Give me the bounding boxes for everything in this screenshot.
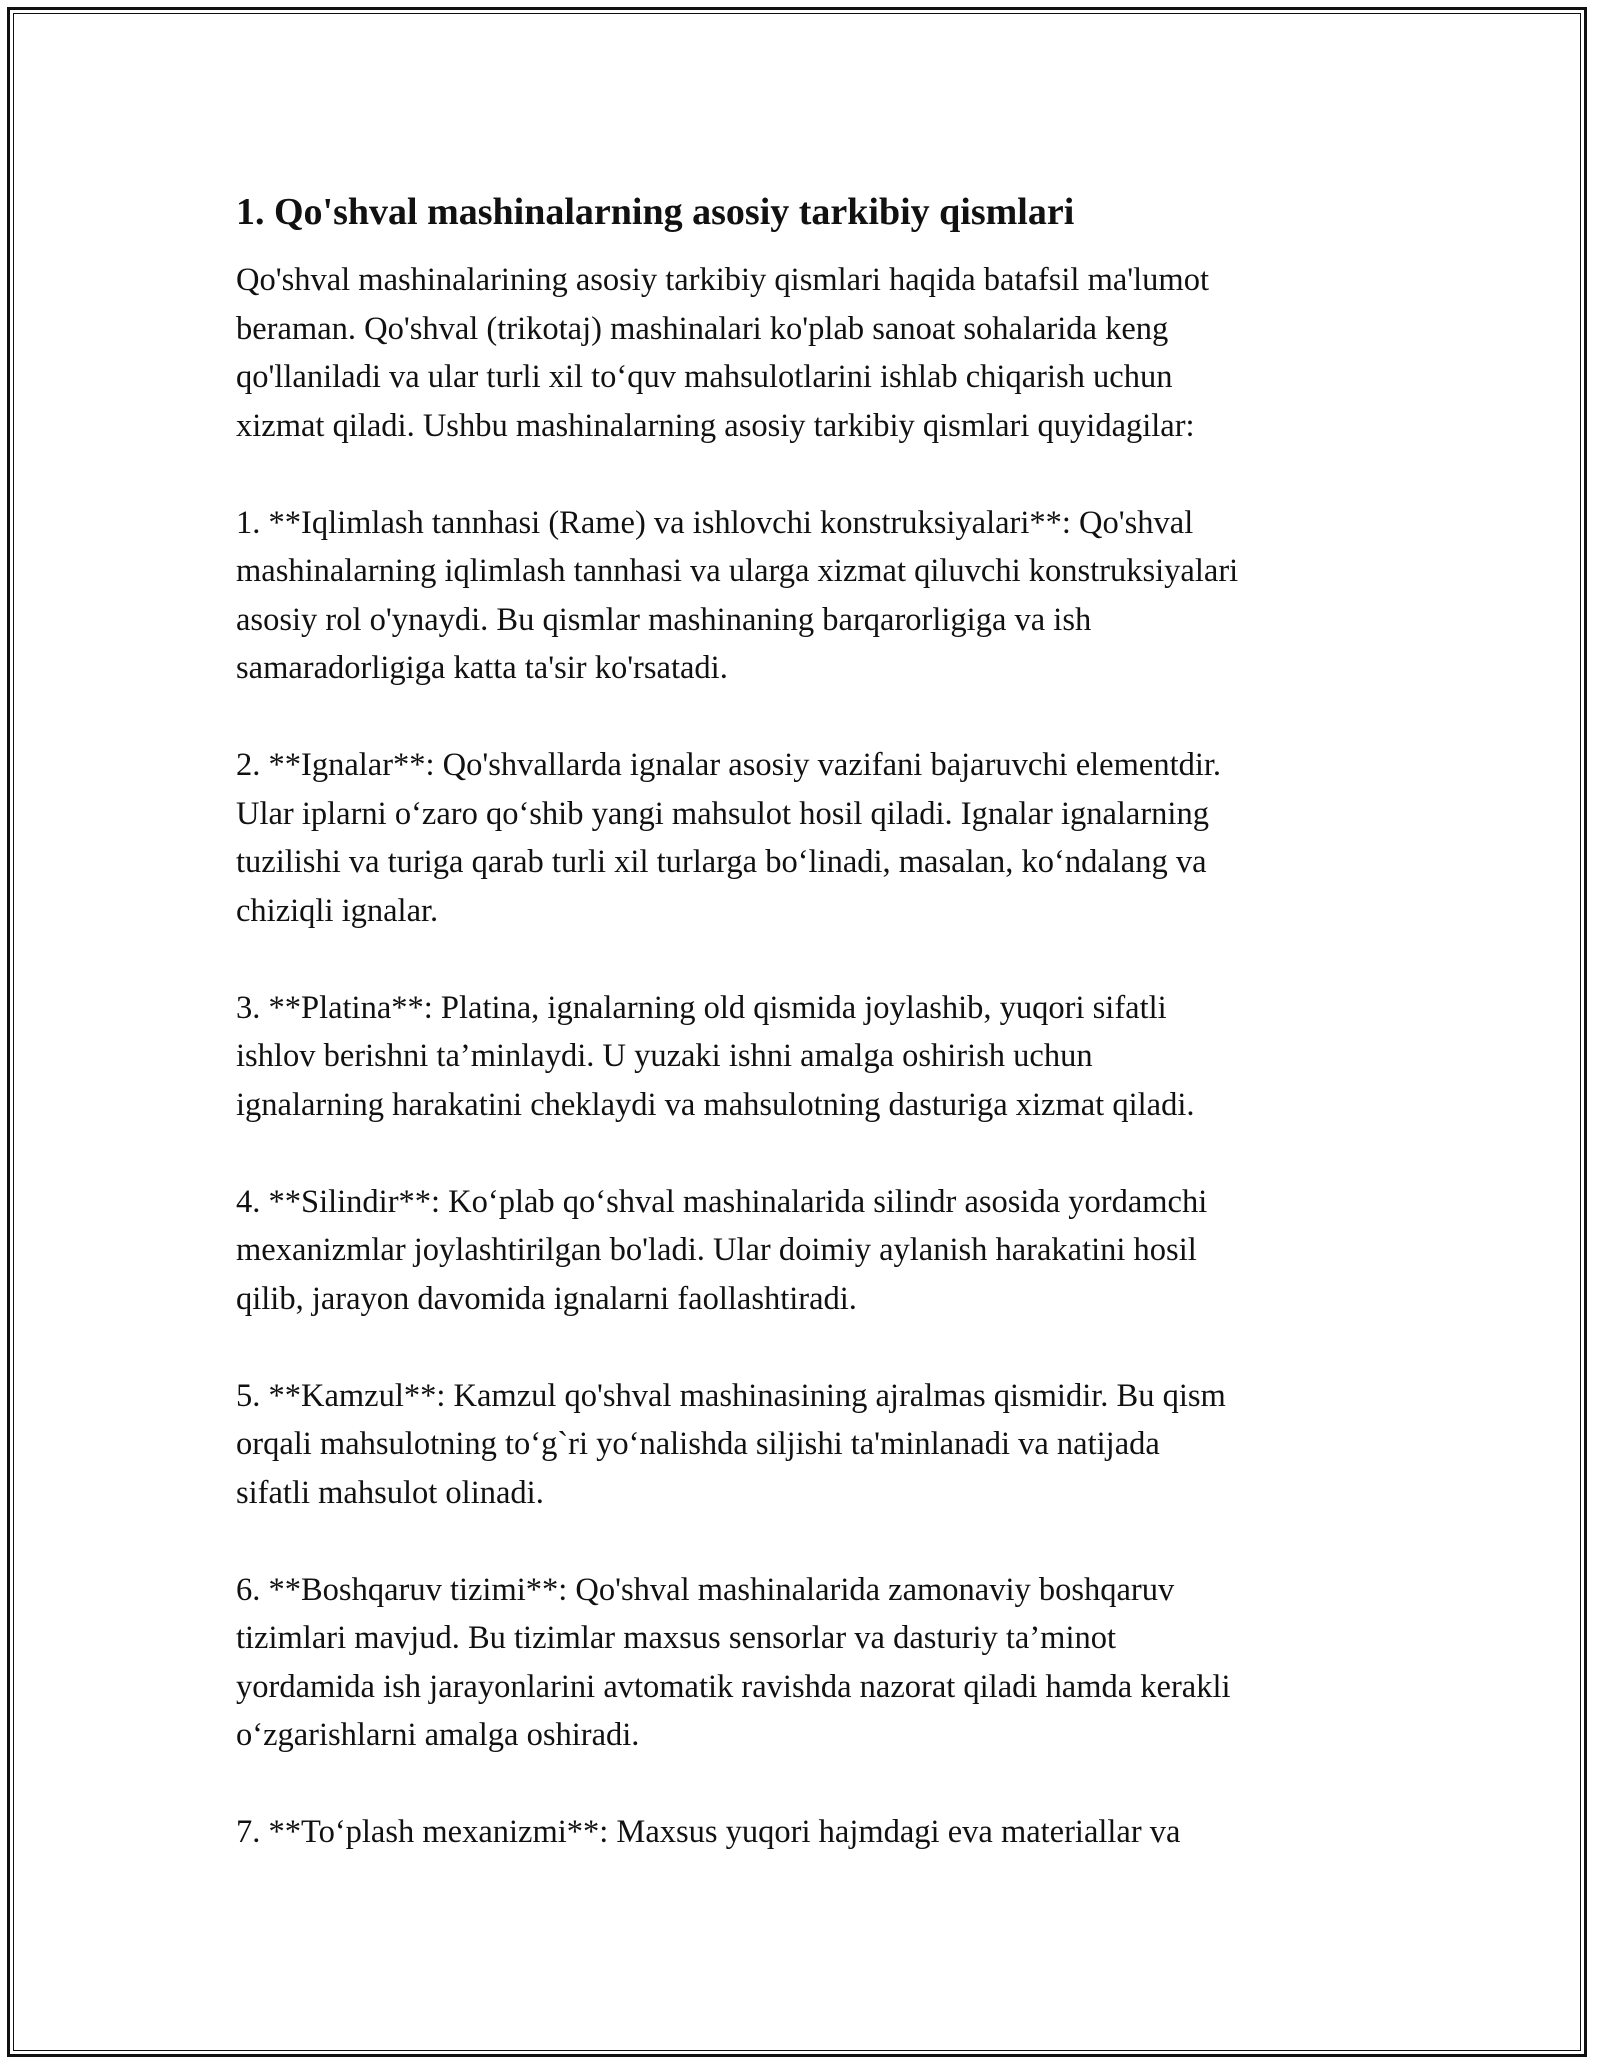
- document-title: 1. Qo'shval mashinalarning asosiy tarkibiy qismlari: [236, 191, 1075, 233]
- paragraph-line: orqali mahsulotning to‘g`ri yo‘nalishda siljishi ta'minlanadi va natijada: [236, 1426, 1160, 1462]
- document-body: [236, 188, 1396, 1905]
- list-item-4: [236, 1178, 1396, 1324]
- paragraph-line: 7. **To‘plash mexanizmi**: Maxsus yuqori hajmdagi eva materiallar va: [236, 1814, 1181, 1850]
- paragraph-line: qo'llaniladi va ular turli xil to‘quv mahsulotlarini ishlab chiqarish uchun: [236, 359, 1173, 395]
- paragraph-line: 6. **Boshqaruv tizimi**: Qo'shval mashinalarida zamonaviy boshqaruv: [236, 1571, 1175, 1608]
- paragraph-line: 4. **Silindir**: Ko‘plab qo‘shval mashinalarida silindr asosida yordamchi: [236, 1183, 1208, 1220]
- paragraph-line: asosiy rol o'ynaydi. Bu qismlar mashinaning barqarorligiga va ish: [236, 601, 1092, 638]
- intro-paragraph: [236, 256, 1396, 450]
- paragraph-line: o‘zgarishlarni amalga oshiradi.: [236, 1717, 640, 1753]
- paragraph-line: mashinalarning iqlimlash tannhasi va ularga xizmat qiluvchi konstruksiyalari: [236, 553, 1239, 589]
- list-item-5: [236, 1372, 1396, 1518]
- paragraph-line: qilib, jarayon davomida ignalarni faollashtiradi.: [236, 1280, 857, 1317]
- paragraph-line: ignalarning harakatini cheklaydi va mahsulotning dasturiga xizmat qiladi.: [236, 1086, 1195, 1123]
- paragraph-line: Ular iplarni o‘zaro qo‘shib yangi mahsulot hosil qiladi. Ignalar ignalarning: [236, 795, 1209, 832]
- paragraph-line: tuzilishi va turiga qarab turli xil turlarga bo‘linadi, masalan, ko‘ndalang va: [236, 844, 1207, 880]
- paragraph-line: Qo'shval mashinalarining asosiy tarkibiy qismlari haqida batafsil ma'lumot: [236, 262, 1209, 298]
- paragraph-line: beraman. Qo'shval (trikotaj) mashinalari ko'plab sanoat sohalarida keng: [236, 310, 1169, 347]
- paragraph-line: tizimlari mavjud. Bu tizimlar maxsus sensorlar va dasturiy ta’minot: [236, 1620, 1117, 1656]
- paragraph-line: samaradorligiga katta ta'sir ko'rsatadi.: [236, 650, 728, 686]
- paragraph-line: 1. **Iqlimlash tannhasi (Rame) va ishlovchi konstruksiyalari**: Qo'shval: [236, 504, 1194, 541]
- paragraph-line: yordamida ish jarayonlarini avtomatik ravishda nazorat qiladi hamda kerakli: [236, 1668, 1231, 1705]
- paragraph-line: mexanizmlar joylashtirilgan bo'ladi. Ular doimiy aylanish harakatini hosil: [236, 1232, 1197, 1268]
- paragraph-line: 3. **Platina**: Platina, ignalarning old qismida joylashib, yuqori sifatli: [236, 989, 1167, 1026]
- paragraph-line: ishlov berishni ta’minlaydi. U yuzaki ishni amalga oshirish uchun: [236, 1038, 1093, 1074]
- list-item-1: [236, 499, 1396, 693]
- list-item-3: [236, 984, 1396, 1130]
- list-item-7: [236, 1808, 1396, 1857]
- list-item-2: [236, 741, 1396, 935]
- paragraph-line: 5. **Kamzul**: Kamzul qo'shval mashinasining ajralmas qismidir. Bu qism: [236, 1377, 1226, 1414]
- paragraph-line: sifatli mahsulot olinadi.: [236, 1474, 544, 1511]
- paragraph-line: xizmat qiladi. Ushbu mashinalarning asosiy tarkibiy qismlari quyidagilar:: [236, 407, 1195, 444]
- paragraph-line: 2. **Ignalar**: Qo'shvallarda ignalar asosiy vazifani bajaruvchi elementdir.: [236, 747, 1222, 783]
- list-item-6: [236, 1566, 1396, 1760]
- paragraph-line: chiziqli ignalar.: [236, 892, 439, 929]
